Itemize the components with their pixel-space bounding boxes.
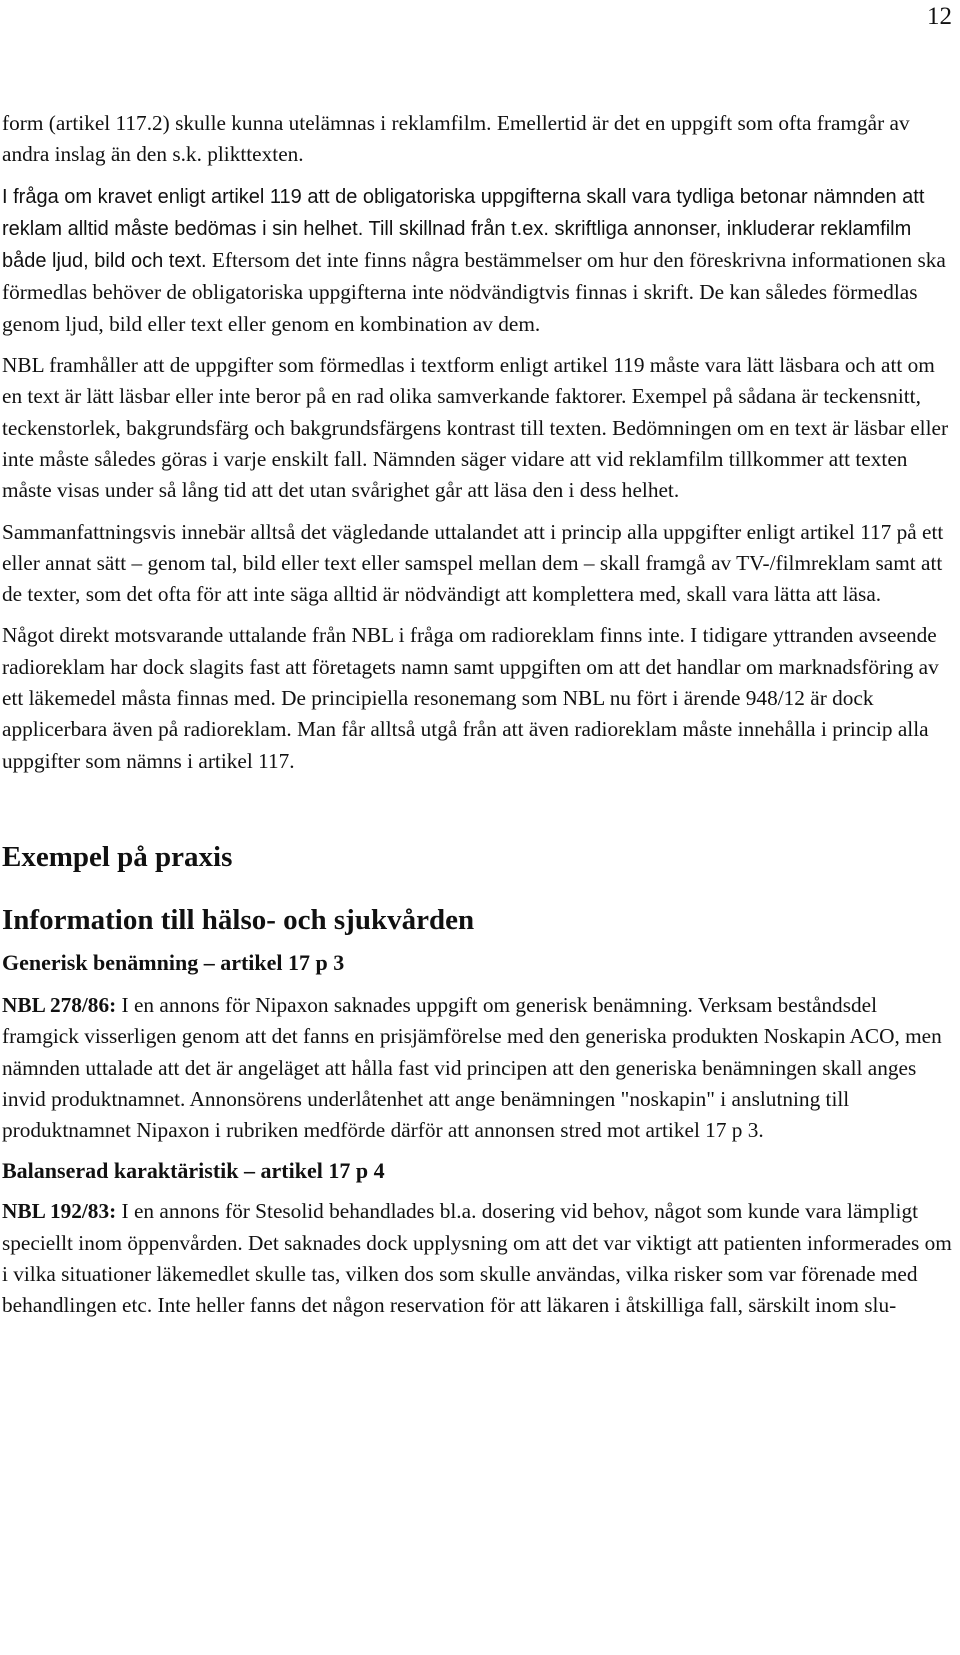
paragraph-article-119-serif-part: Eftersom det inte finns några bestämmelser om hur den föreskrivna informationen ska förmedlas behöver de obligatoriska uppgifterna inte nödvändigtvis finnas i skrift. De kan således förmedlas genom ljud, bild eller text eller genom en kombination av dem. [2,248,946,336]
heading-healthcare-information: Information till hälso- och sjukvården [2,903,475,936]
paragraph-article-119 [2,181,957,340]
case-nbl-192-83 [2,1196,957,1321]
heading-balanced-characteristics: Balanserad karaktäristik – artikel 17 p 4 [2,1158,385,1184]
case-reference: NBL 192/83: [2,1199,117,1224]
paragraph-radio: Något direkt motsvarande uttalande från NBL i fråga om radioreklam finns inte. I tidigare yttranden avseende radioreklam har dock slagits fast att företagets namn samt uppgiften om att det handlar om marknadsföring av ett läkemedel måsta finnas med. De principiella resonemang som NBL nu fört i ärende 948/12 är dock applicerbara även på radioreklam. Man får alltså utgå från att även radioreklam måste innehålla i princip alla uppgifter som nämns i artikel 117. [2,623,939,773]
case-reference: NBL 278/86: [2,992,117,1017]
case-text: I en annons för Nipaxon saknades uppgift om generisk benämning. Verksam beståndsdel framgick visserligen genom att det fanns en prisjämförelse med den generiska produkten Noskapin ACO, men nämnden uttalade att det är angeläget att hålla fast vid principen att den generiska benämningen skall anges invid produktnamnet. Annonsörens underlåtenhet att ange benämningen "noskapin" i anslutning till produktnamnet Nipaxon i rubriken medförde därför att annonsen stred mot artikel 17 p 3. [2,992,942,1143]
paragraph-readability: NBL framhåller att de uppgifter som förmedlas i textform enligt artikel 119 måste vara lätt läsbara och att om en text är lätt läsbar eller inte beror på en rad olika samverkande faktorer. Exempel på sådana är teckensnitt, teckenstorlek, bakgrundsfärg och bakgrundsfärgens kontrast till texten. Bedömningen om en text är läsbar eller inte måste således göras i varje enskilt fall. Nämnden säger vidare att vid reklamfilm tillkommer att texten måste visas under så lång tid att det utan svårighet går att läsa den i dess helhet. [2,353,949,503]
paragraph-continuation: form (artikel 117.2) skulle kunna utelämnas i reklamfilm. Emellertid är det en uppgift som ofta framgår av andra inslag än den s.k. plikttexten. [2,111,910,167]
page-number: 12 [927,3,952,30]
heading-examples: Exempel på praxis [2,840,233,873]
document-body [2,108,957,1332]
heading-generic-name: Generisk benämning – artikel 17 p 3 [2,949,345,975]
paragraph-article-119-sans-part: I fråga om kravet enligt artikel 119 att de obligatoriska uppgifterna skall vara tydliga betonar nämnden att reklam alltid måste bedömas i sin helhet. Till skillnad från t.ex. skriftliga annonser, inkluderar reklamfilm både ljud, bild och text. [2,185,925,273]
case-nbl-278-86 [2,990,957,1146]
case-text: I en annons för Stesolid behandlades bl.a. dosering vid behov, något som kunde vara lämpligt speciellt inom öppenvården. Det saknades dock upplysning om att det var viktigt att patienten informerades om i vilka situationer läkemedlet skulle tas, vilken dos som skulle användas, vilka risker som var förenade med behandlingen etc. Inte heller fanns det någon reservation för att läkaren i åtskilliga fall, särskilt inom slu- [2,1199,952,1318]
paragraph-summary: Sammanfattningsvis innebär alltså det vägledande uttalandet att i princip alla uppgifter enligt artikel 117 på ett eller annat sätt – genom tal, bild eller text eller samspel mellan dem – skall framgå av TV-/filmreklam samt att de texter, som det ofta för att inte säga alltid är nödvändigt att komplettera med, skall vara lätta att läsa. [2,519,944,607]
